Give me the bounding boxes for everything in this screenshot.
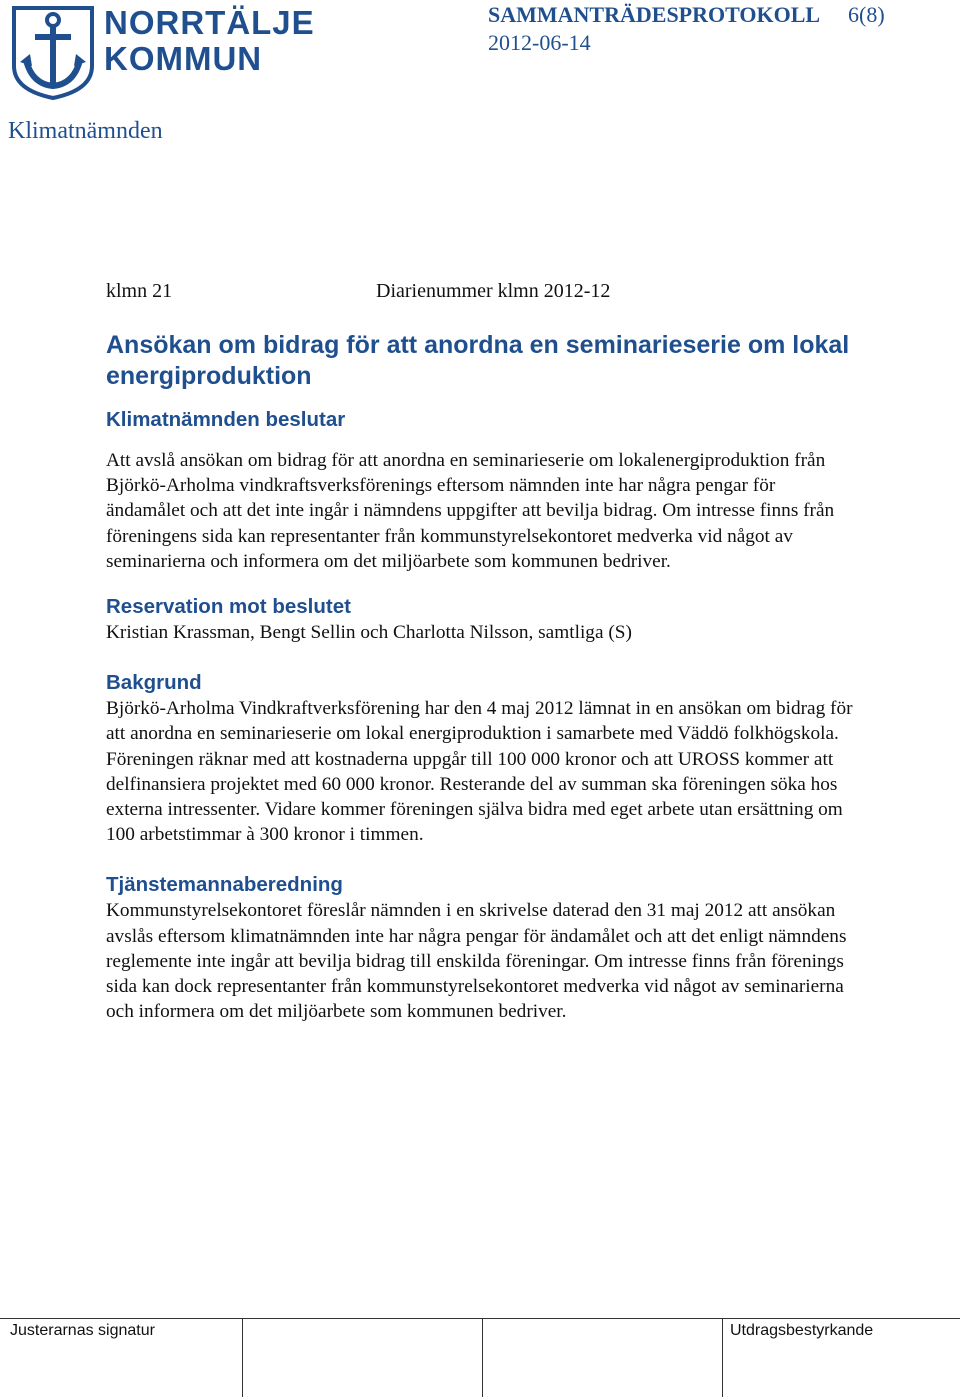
anchor-icon xyxy=(14,8,92,98)
diary-number: Diarienummer klmn 2012-12 xyxy=(376,280,611,302)
decision-heading: Klimatnämnden beslutar xyxy=(106,408,346,431)
signature-label: Justerarnas signatur xyxy=(10,1322,155,1339)
document-title: SAMMANTRÄDESPROTOKOLL xyxy=(488,2,821,27)
footer-column-divider xyxy=(242,1318,243,1397)
footer-column-divider xyxy=(482,1318,483,1397)
background-heading: Bakgrund xyxy=(106,671,202,695)
preparation-text: Kommunstyrelsekontoret föreslår nämnden i en skrivelse daterad den 31 maj 2012 att ansökan avslås eftersom klimatnämnden inte har några pengar för ändamålet och att det enligt nämndens reglemente inte ingår att bevilja bidrag till enskilda föreningar. Om intresse finns från förenings sida kan dock representanter från kommunstyrelsekontoret medverka vid något av seminarierna och informera om det miljöarbete som kommunen bedriver. xyxy=(106,900,847,1023)
page-number: 6(8) xyxy=(848,2,885,27)
reservation-heading: Reservation mot beslutet xyxy=(106,595,351,619)
item-title: Ansökan om bidrag för att anordna en seminarieserie om lokal energiproduktion xyxy=(106,331,850,390)
background-text: Björkö-Arholma Vindkraftverksförening har den 4 maj 2012 lämnat in en ansökan om bidrag för att anordna en seminarieserie om lokal energiproduktion i samarbete med Väddö folkhögskola. Föreningen räknar med att kostnaderna uppgår till 100 000 kronor och att UROSS kommer att delfinansiera projektet med 60 000 kronor. Resterande del av summan ska föreningen söka hos externa intressenter. Vidare kommer föreningen själva bidra med eget arbete utan ersättning om 100 arbetstimmar à 300 kronor i timmen. xyxy=(106,698,853,846)
logo-text-line1: NORRTÄLJE xyxy=(104,4,315,41)
municipality-logo xyxy=(8,4,98,100)
logo-text-line2: KOMMUN xyxy=(104,40,263,77)
footer-column-divider xyxy=(722,1318,723,1397)
preparation-heading: Tjänstemannaberedning xyxy=(106,873,343,897)
committee-name: Klimatnämnden xyxy=(8,118,163,144)
footer-divider xyxy=(0,1318,960,1319)
decision-text: Att avslå ansökan om bidrag för att anordna en seminarieserie om lokalenergiproduktion från Björkö-Arholma vindkraftsverksförenings eftersom nämnden inte har några pengar för ändamålet och att det inte ingår i nämndens uppgifter att bevilja bidrag. Om intresse finns från föreningens sida kan representanter från kommunstyrelsekontoret medverka vid något av seminarierna och informera om det miljöarbete som kommunen bedriver. xyxy=(106,450,835,572)
document-date: 2012-06-14 xyxy=(488,30,591,55)
reservation-text: Kristian Krassman, Bengt Sellin och Charlotta Nilsson, samtliga (S) xyxy=(106,622,632,644)
signature-footer xyxy=(0,1318,960,1397)
certified-label: Utdragsbestyrkande xyxy=(730,1322,874,1339)
document-body xyxy=(106,330,856,1024)
case-number: klmn 21 xyxy=(106,280,173,302)
